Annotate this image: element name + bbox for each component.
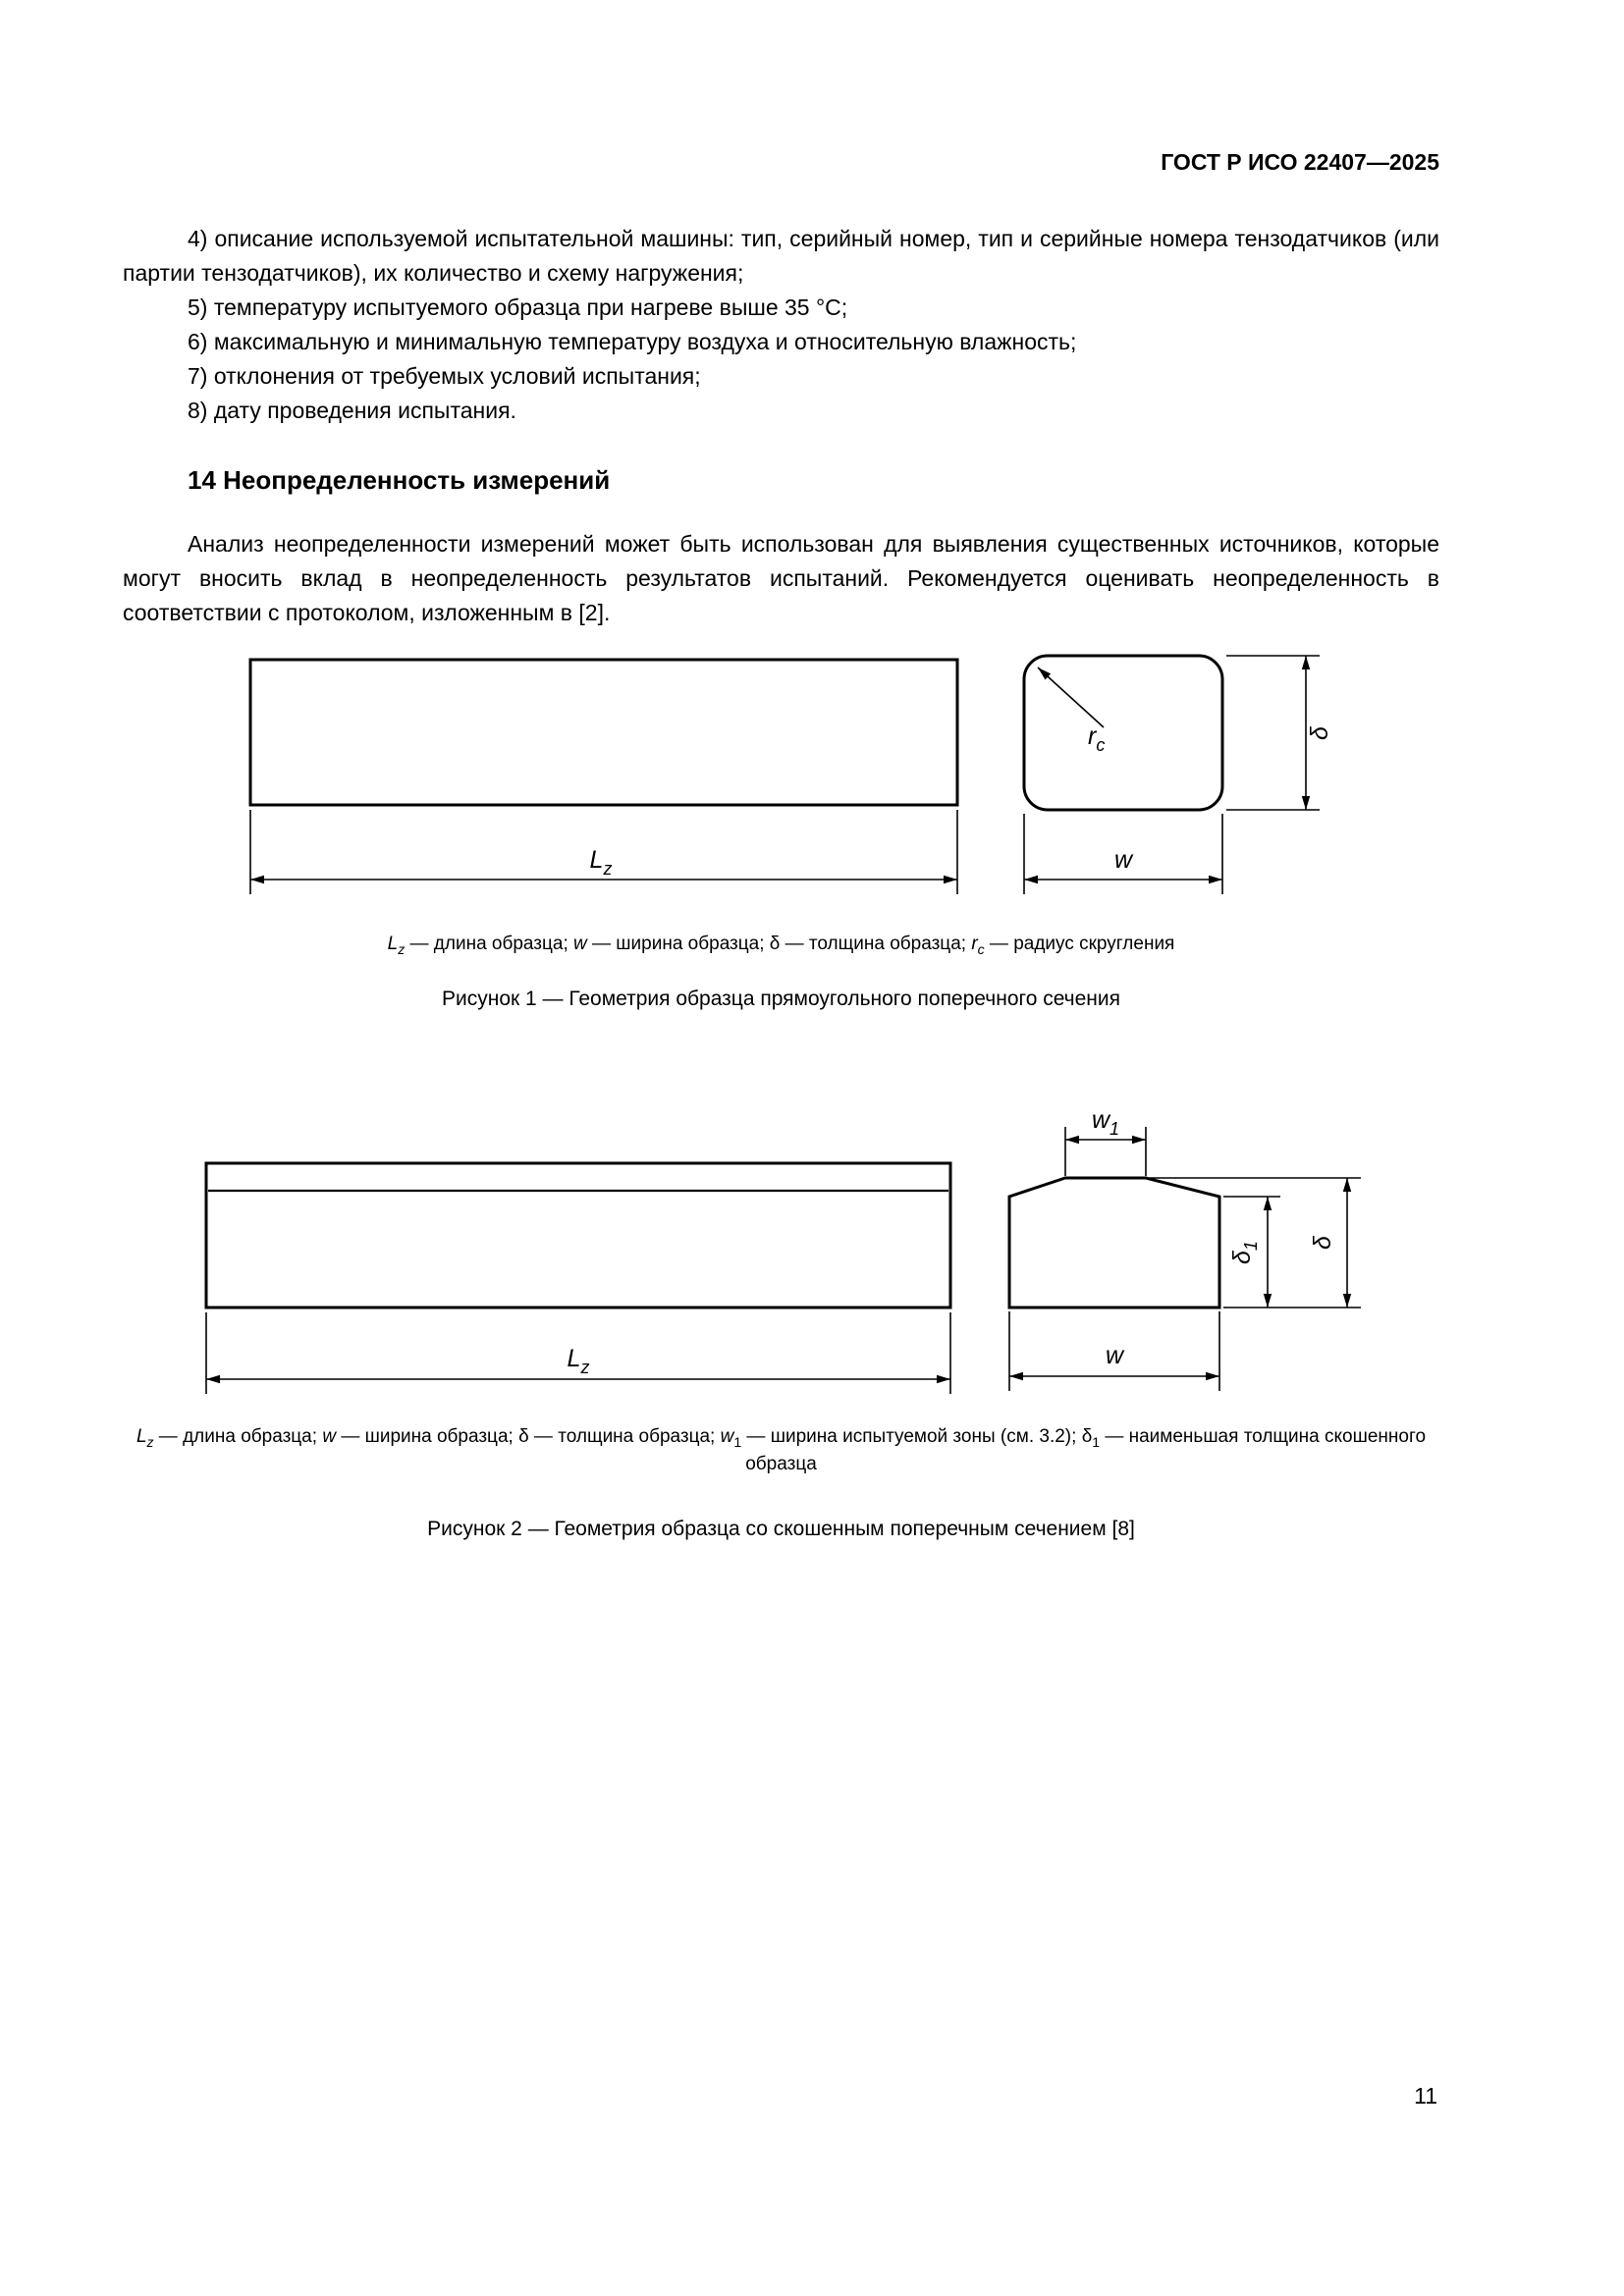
list-item: 4) описание используемой испытательной машины: тип, серийный номер, тип и серийные номера тензодатчиков (или партии тензодатчиков), их количество и схему нагружения; [123, 226, 1439, 286]
min-thickness-label: $\delta_1$ [1228, 1241, 1261, 1264]
specimen-side-view [250, 660, 957, 894]
figure1-legend: $L_z$ — длина образца; w — ширина образца; δ — толщина образца; $r_c$ — радиус скругления [387, 934, 1175, 957]
report-items-list [123, 222, 1439, 428]
list-item: 6) максимальную и минимальную температуру воздуха и относительную влажность; [188, 329, 1077, 354]
figure1-drawing [0, 643, 1624, 930]
specimen-outline [250, 660, 957, 805]
cross-section-outline [1009, 1178, 1219, 1308]
thickness-label: δ [1306, 726, 1333, 740]
figure2-legend: $L_z$ — длина образца; w — ширина образца; δ — толщина образца; $w_1$ — ширина испытуемой зоны (см. 3.2); $\delta_1$ — наименьшая толщина скошенного образца [135, 1426, 1427, 1474]
corner-radius-leader [1038, 667, 1104, 727]
list-item: 8) дату проведения испытания. [188, 398, 516, 423]
figure2-drawing [0, 1099, 1624, 1414]
width-label: w [1113, 846, 1133, 874]
figure1-title: Рисунок 1 — Геометрия образца прямоугольного поперечного сечения [441, 988, 1121, 1010]
length-label: $L_z$ [567, 1345, 590, 1377]
cross-section-beveled [1009, 1106, 1361, 1391]
corner-radius-label: $r_c$ [1088, 722, 1106, 755]
thickness-label: δ [1309, 1236, 1336, 1250]
specimen-side-view-beveled [206, 1163, 950, 1394]
test-zone-width-label: $w_1$ [1091, 1106, 1120, 1139]
length-label: $L_z$ [589, 846, 613, 879]
specimen-outline [206, 1163, 950, 1308]
figure2-title: Рисунок 2 — Геометрия образца со скошенным поперечным сечением [8] [427, 1518, 1135, 1540]
list-item: 7) отклонения от требуемых условий испытания; [188, 363, 701, 389]
cross-section-outline [1024, 656, 1222, 810]
page-number: 11 [1414, 2083, 1437, 2109]
section-paragraph: Анализ неопределенности измерений может быть использован для выявления существенных источников, которые могут вносить вклад в неопределенность результатов испытаний. Рекомендуется оценивать неопределенность в соответствии с протоколом, изложенным в [2]. [123, 531, 1439, 625]
width-label: w [1105, 1342, 1124, 1369]
list-item: 5) температуру испытуемого образца при нагреве выше 35 °С; [188, 294, 848, 320]
section-heading: 14 Неопределенность измерений [188, 465, 611, 495]
cross-section-rounded [1024, 656, 1333, 894]
running-header: ГОСТ Р ИСО 22407—2025 [1161, 149, 1439, 175]
